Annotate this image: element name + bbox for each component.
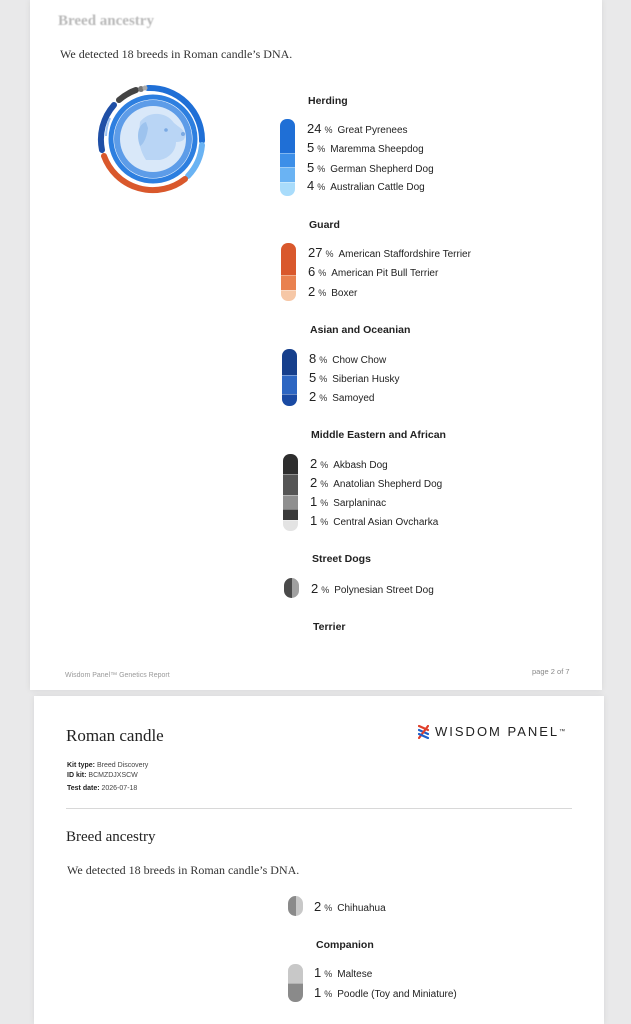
breed-row (309, 389, 375, 404)
percent-sign: % (325, 249, 334, 259)
percent-sign: % (317, 144, 326, 154)
breed-row (310, 494, 386, 509)
breed-percent: 1 (314, 965, 322, 980)
breed-name: Samoyed (332, 393, 375, 404)
id-kit-value: BCMZDJXSCW (88, 772, 138, 779)
breed-row (314, 899, 386, 914)
group-title-asian-oceanian: Asian and Oceanian (310, 324, 411, 336)
percent-sign: % (324, 903, 333, 913)
percent-sign: % (320, 498, 329, 508)
breed-row (309, 351, 386, 366)
group-pill-street-dogs (284, 578, 299, 598)
breed-row (308, 264, 438, 279)
breed-name: American Staffordshire Terrier (338, 249, 471, 260)
percent-sign: % (318, 288, 327, 298)
group-pill-continued (288, 896, 303, 916)
breed-row (310, 513, 438, 528)
section-title: Breed ancestry (66, 829, 156, 845)
test-date-label: Test date: (67, 785, 100, 792)
report-page-3 (34, 696, 604, 1024)
percent-sign: % (320, 517, 329, 527)
kit-type-value: Breed Discovery (96, 762, 149, 769)
breed-percent: 4 (307, 178, 315, 193)
breed-row (314, 985, 457, 1000)
group-bar-companion (288, 964, 303, 1002)
breed-percent: 5 (307, 160, 315, 175)
breed-name: Poodle (Toy and Miniature) (337, 989, 457, 1000)
breed-row (314, 965, 372, 980)
breed-percent: 2 (309, 389, 317, 404)
group-bar-guard (281, 243, 296, 301)
footer-report-name: Wisdom Panel™ Genetics Report (65, 672, 170, 679)
breed-name: American Pit Bull Terrier (331, 268, 439, 279)
breed-row (308, 245, 471, 260)
breed-name: Polynesian Street Dog (334, 585, 434, 596)
page-number: page 2 of 7 (532, 667, 570, 676)
donut-segment-middle-eastern (119, 90, 136, 100)
breed-percent: 8 (309, 351, 317, 366)
breed-row (309, 370, 400, 385)
percent-sign: % (320, 479, 329, 489)
group-bar-herding (280, 119, 295, 196)
breed-name: Australian Cattle Dog (330, 182, 425, 193)
breed-row (307, 140, 424, 155)
breed-percent: 6 (308, 264, 316, 279)
breed-name: German Shepherd Dog (330, 164, 434, 175)
percent-sign: % (324, 989, 333, 999)
breed-name: Akbash Dog (333, 460, 388, 471)
breed-name: Maremma Sheepdog (330, 144, 424, 155)
breed-name: Siberian Husky (332, 374, 400, 385)
donut-dot-2 (143, 86, 148, 91)
intro-text: We detected 18 breeds in Roman candle’s DNA. (67, 863, 300, 877)
percent-sign: % (318, 268, 327, 278)
percent-sign: % (324, 969, 333, 979)
group-bar-asian-oceanian (282, 349, 297, 406)
ancestry-donut-chart (92, 78, 214, 200)
breed-row (310, 475, 442, 490)
breed-row (308, 284, 357, 299)
percent-sign: % (319, 374, 328, 384)
breed-percent: 27 (308, 245, 323, 260)
wisdom-panel-logo-icon (418, 725, 429, 739)
breed-percent: 1 (310, 513, 318, 528)
percent-sign: % (319, 393, 328, 403)
divider (66, 808, 572, 809)
logo-trademark: ™ (559, 728, 566, 735)
intro-text: We detected 18 breeds in Roman candle’s DNA. (60, 47, 293, 61)
report-page-2 (30, 0, 602, 690)
breed-percent: 1 (310, 494, 318, 509)
breed-name: Great Pyrenees (337, 125, 408, 136)
breed-percent: 24 (307, 121, 322, 136)
test-date (67, 785, 137, 792)
id-kit (67, 772, 138, 779)
breed-row (307, 121, 408, 136)
group-bar-middle-eastern-african (283, 454, 298, 531)
percent-sign: % (321, 585, 330, 595)
dog-name: Roman candle (66, 726, 164, 745)
test-date-value: 2026-07-18 (101, 785, 138, 792)
logo-text: WISDOM PANEL (435, 724, 560, 739)
breed-percent: 2 (310, 475, 318, 490)
breed-percent: 2 (314, 899, 322, 914)
group-title-terrier: Terrier (313, 621, 346, 633)
breed-percent: 1 (314, 985, 322, 1000)
percent-sign: % (320, 460, 329, 470)
group-title-companion: Companion (316, 939, 374, 951)
breed-name: Boxer (331, 288, 358, 299)
breed-row (310, 456, 388, 471)
group-title-street-dogs: Street Dogs (312, 553, 371, 565)
breed-percent: 2 (308, 284, 316, 299)
percent-sign: % (324, 125, 333, 135)
group-title-guard: Guard (309, 219, 340, 231)
percent-sign: % (317, 164, 326, 174)
breed-percent: 2 (310, 456, 318, 471)
page-heading-faded: Breed ancestry (58, 13, 154, 29)
breed-row (307, 178, 425, 193)
breed-name: Sarplaninac (333, 498, 387, 509)
group-title-herding: Herding (308, 95, 348, 107)
percent-sign: % (317, 182, 326, 192)
breed-name: Anatolian Shepherd Dog (333, 479, 443, 490)
breed-percent: 2 (311, 581, 319, 596)
group-title-middle-eastern-african: Middle Eastern and African (311, 429, 446, 441)
breed-row (307, 160, 434, 175)
wisdom-panel-logo (418, 724, 565, 739)
breed-name: Maltese (337, 969, 373, 980)
kit-type-label: Kit type: (67, 762, 95, 769)
breed-percent: 5 (309, 370, 317, 385)
kit-type (67, 762, 148, 769)
breed-name: Central Asian Ovcharka (333, 517, 439, 528)
percent-sign: % (319, 355, 328, 365)
breed-name: Chihuahua (337, 903, 386, 914)
breed-percent: 5 (307, 140, 315, 155)
breed-row (311, 581, 434, 596)
id-kit-label: ID kit: (67, 772, 87, 779)
breed-name: Chow Chow (332, 355, 387, 366)
